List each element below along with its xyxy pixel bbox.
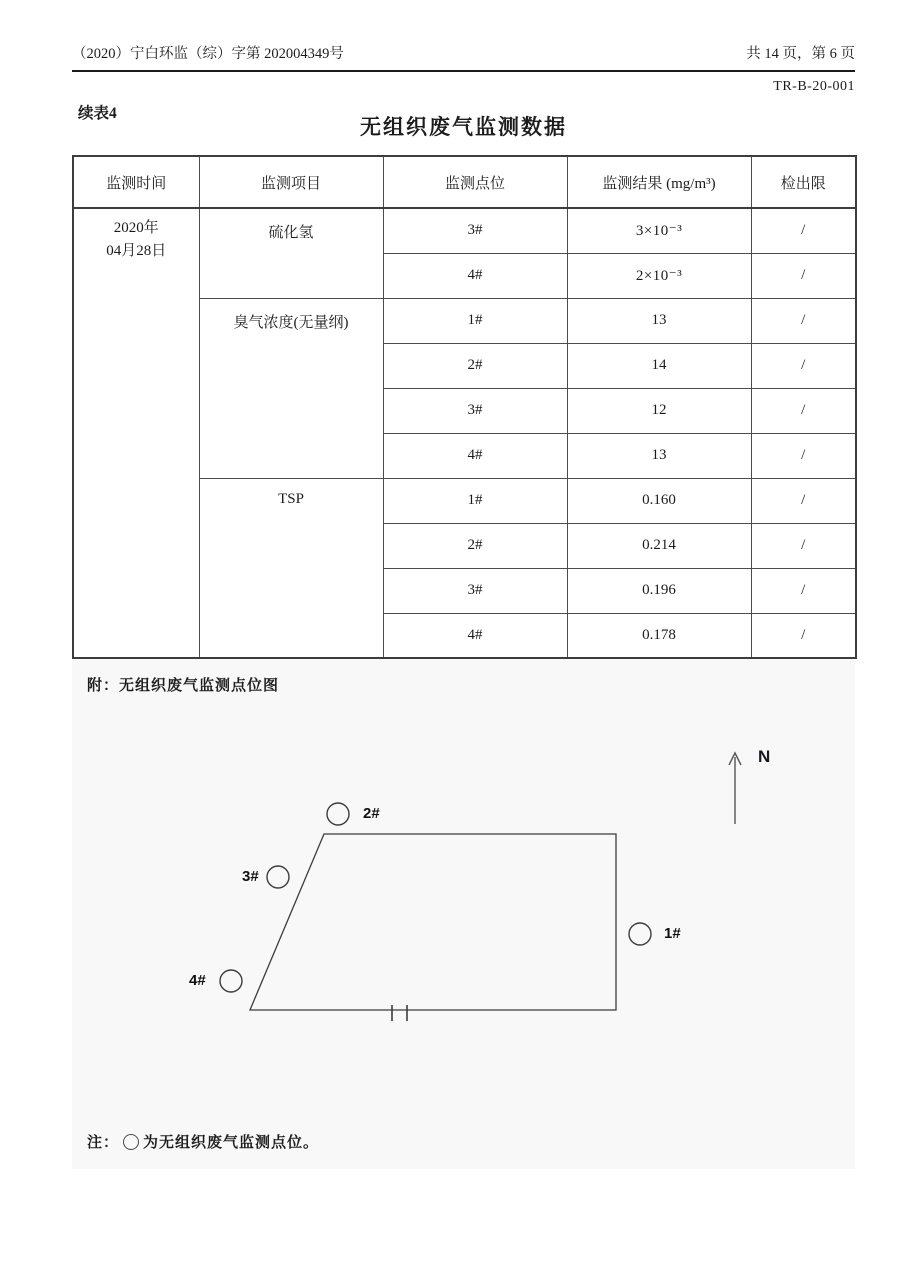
cell-point: 2# <box>383 343 567 388</box>
date-line-1: 2020年 <box>113 220 159 236</box>
note-suffix: 为无组织废气监测点位。 <box>143 1135 320 1151</box>
cell-point: 4# <box>383 613 567 658</box>
cell-limit: / <box>751 253 856 298</box>
cell-result: 13 <box>567 298 751 343</box>
title-row <box>72 95 855 141</box>
cell-point: 4# <box>383 433 567 478</box>
cell-limit: / <box>751 208 856 253</box>
header-cell-time: 监测时间 <box>73 156 199 208</box>
form-code: TR-B-20-001 <box>773 79 855 94</box>
cell-limit: / <box>751 523 856 568</box>
continuation-table-label: 续表4 <box>78 105 117 122</box>
cell-item-odor: 臭气浓度(无量纲) <box>199 298 383 478</box>
monitoring-point-1-circle <box>629 923 651 945</box>
result-value: 3×10⁻³ <box>635 223 683 240</box>
header-cell-result: 监测结果 (mg/m³) <box>567 156 751 208</box>
header-cell-detection-limit: 检出限 <box>751 156 856 208</box>
monitoring-point-4-circle <box>220 970 242 992</box>
cell-result: 0.160 <box>567 478 751 523</box>
header-cell-item: 监测项目 <box>199 156 383 208</box>
cell-result: 0.196 <box>567 568 751 613</box>
monitoring-data-table <box>72 155 857 659</box>
cell-point: 4# <box>383 253 567 298</box>
cell-limit: / <box>751 343 856 388</box>
cell-point: 2# <box>383 523 567 568</box>
cell-monitoring-date <box>73 208 199 658</box>
cell-result: 13 <box>567 433 751 478</box>
cell-point: 1# <box>383 298 567 343</box>
point-label-3: 3# <box>242 868 259 885</box>
cell-result: 14 <box>567 343 751 388</box>
site-plan-drawing <box>72 659 855 1169</box>
table-header-row <box>73 156 856 208</box>
page-running-header <box>72 42 855 72</box>
cell-result <box>567 253 751 298</box>
monitoring-point-2-circle <box>327 803 349 825</box>
point-label-1: 1# <box>664 925 681 942</box>
cell-point: 3# <box>383 568 567 613</box>
date-line-2: 04月28日 <box>106 243 167 259</box>
table-row <box>73 208 856 253</box>
monitoring-point-circle-icon <box>123 1134 139 1150</box>
point-label-2: 2# <box>363 805 380 822</box>
page-title: 无组织废气监测数据 <box>360 115 567 139</box>
result-value: 2×10⁻³ <box>635 268 683 284</box>
attachment-diagram-panel <box>72 659 855 1169</box>
cell-result: 0.214 <box>567 523 751 568</box>
cell-point: 1# <box>383 478 567 523</box>
cell-limit: / <box>751 613 856 658</box>
page-count: 共 14 页，第 6 页 <box>746 46 855 62</box>
point-label-4: 4# <box>189 972 206 989</box>
north-label: N <box>758 747 771 766</box>
doc-number: （2020）宁白环监（综）字第 202004349号 <box>72 46 344 62</box>
plant-boundary-outline <box>250 834 616 1010</box>
note-prefix: 注： <box>87 1135 120 1151</box>
cell-result <box>567 208 751 253</box>
cell-point: 3# <box>383 208 567 253</box>
header-cell-point: 监测点位 <box>383 156 567 208</box>
cell-result: 0.178 <box>567 613 751 658</box>
cell-limit: / <box>751 568 856 613</box>
cell-limit: / <box>751 388 856 433</box>
cell-item-tsp: TSP <box>199 478 383 658</box>
monitoring-point-3-circle <box>267 866 289 888</box>
cell-result: 12 <box>567 388 751 433</box>
cell-limit: / <box>751 433 856 478</box>
cell-limit: / <box>751 478 856 523</box>
legend-note <box>87 1131 319 1152</box>
cell-limit: / <box>751 298 856 343</box>
attachment-caption: 附：无组织废气监测点位图 <box>87 678 280 694</box>
cell-item-h2s: 硫化氢 <box>199 208 383 298</box>
cell-point: 3# <box>383 388 567 433</box>
